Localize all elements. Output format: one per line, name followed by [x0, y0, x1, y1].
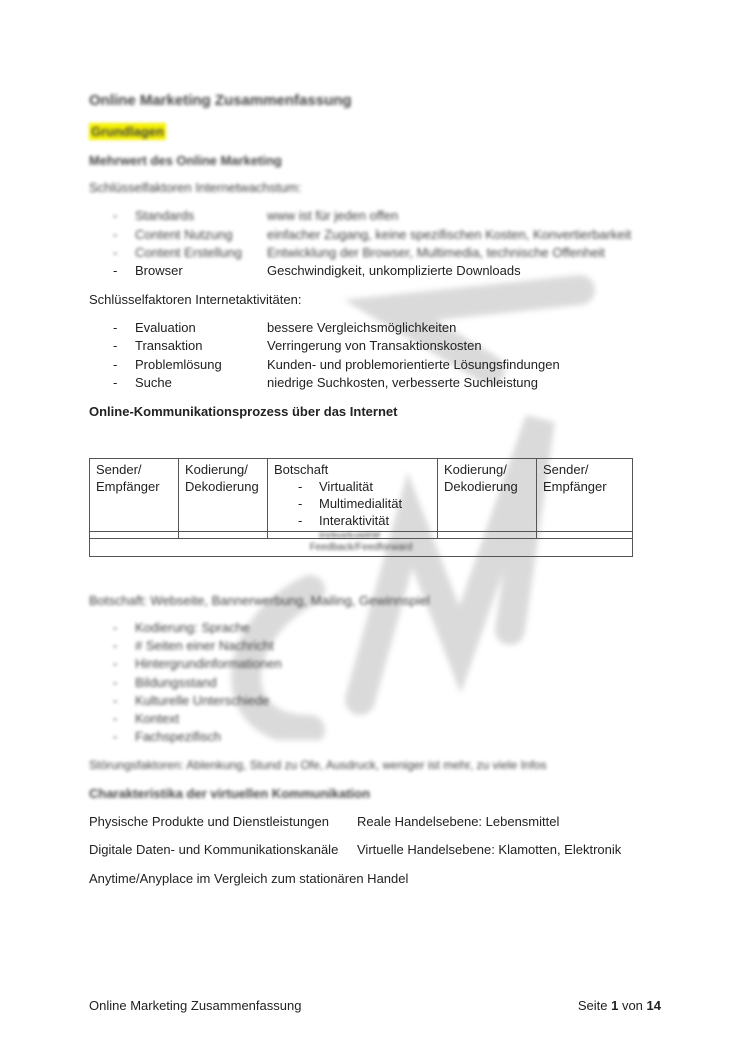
list-item-term: Browser	[135, 263, 183, 278]
list-item: - Multimedialität	[274, 495, 431, 512]
list-item-term: Transaktion	[135, 338, 203, 353]
table-row	[90, 459, 633, 532]
list-item-desc: www ist für jeden offen	[267, 208, 399, 223]
list-item-term: Standards	[135, 208, 195, 223]
list-item-term: Evaluation	[135, 320, 196, 335]
stoerungsfaktoren-text: Störungsfaktoren: Ablenkung, Stund zu Ofe, Ausdruck, weniger ist mehr, zu viele Infos	[89, 758, 547, 772]
footer-page-number: Seite 1 von 14	[577, 998, 661, 1013]
table-cell-kodierung: Kodierung/ Dekodierung	[179, 459, 268, 532]
list-item: Kulturelle Unterschiede	[135, 693, 270, 708]
table-cell-feedback: Feedback/Feedforward	[90, 539, 633, 557]
table-row	[90, 539, 633, 557]
compare-left-1: Physische Produkte und Dienstleistungen	[89, 814, 329, 829]
kommunikation-heading: Online-Kommunikationsprozess über das Internet	[89, 404, 398, 419]
list-dash: -	[113, 693, 118, 708]
compare-left-2: Digitale Daten- und Kommunikationskanäle	[89, 842, 339, 857]
charakteristika-heading: Charakteristika der virtuellen Kommunikation	[89, 786, 371, 801]
list-item: Hintergrundinformationen	[135, 656, 282, 671]
list-dash: -	[113, 338, 118, 353]
internetwachstum-heading: Schlüsselfaktoren Internetwachstum:	[89, 180, 302, 195]
list-item-desc: einfacher Zugang, keine spezifischen Kosten, Konvertierbarkeit	[267, 227, 632, 242]
list-item-term: Suche	[135, 375, 172, 390]
compare-right-1: Reale Handelsebene: Lebensmittel	[357, 814, 560, 829]
list-dash: -	[113, 656, 118, 671]
botschaft-title: Botschaft	[274, 462, 329, 477]
table-cell-individualitaet: Individualität	[268, 532, 438, 539]
list-item-term: Content Nutzung	[135, 227, 233, 242]
list-dash: -	[113, 675, 118, 690]
list-dash: -	[113, 320, 118, 335]
list-item: Kodierung: Sprache	[135, 620, 250, 635]
anytime-text: Anytime/Anyplace im Vergleich zum stationären Handel	[89, 871, 409, 886]
botschaft-heading: Botschaft: Webseite, Bannerwerbung, Mailing, Gewinnspiel	[89, 593, 430, 608]
table-cell-empfaenger: Sender/ Empfänger	[537, 459, 633, 532]
list-item: Kontext	[135, 711, 180, 726]
table-cell-botschaft	[268, 459, 438, 532]
internetaktivitaeten-heading: Schlüsselfaktoren Internetaktivitäten:	[89, 292, 302, 307]
list-item-desc: Entwicklung der Browser, Multimedia, technische Offenheit	[267, 245, 605, 260]
subsection-heading-mehrwert: Mehrwert des Online Marketing	[89, 153, 282, 168]
list-item-desc: Verringerung von Transaktionskosten	[267, 338, 482, 353]
table-row	[90, 532, 633, 539]
list-item-desc: niedrige Suchkosten, verbesserte Suchleistung	[267, 375, 538, 390]
table-cell-sender: Sender/ Empfänger	[90, 459, 179, 532]
list-item-term: Content Erstellung	[135, 245, 242, 260]
list-item-desc: Kunden- und problemorientierte Lösungsfindungen	[267, 357, 560, 372]
list-item: Fachspezifisch	[135, 729, 221, 744]
list-item-term: Problemlösung	[135, 357, 222, 372]
list-dash: -	[113, 711, 118, 726]
list-item: - Interaktivität	[274, 512, 431, 529]
list-dash: -	[113, 263, 118, 278]
list-dash: -	[113, 208, 118, 223]
kommunikation-table	[89, 458, 633, 557]
list-dash: -	[113, 638, 118, 653]
list-dash: -	[113, 227, 118, 242]
list-dash: -	[113, 375, 118, 390]
list-item: # Seiten einer Nachricht	[135, 638, 274, 653]
list-item: - Virtualität	[274, 478, 431, 495]
list-item-desc: bessere Vergleichsmöglichkeiten	[267, 320, 457, 335]
section-heading-grundlagen: Grundlagen	[91, 124, 164, 139]
botschaft-list	[274, 478, 431, 529]
list-dash: -	[113, 729, 118, 744]
compare-right-2: Virtuelle Handelsebene: Klamotten, Elektronik	[357, 842, 622, 857]
list-dash: -	[113, 620, 118, 635]
table-cell-dekodierung: Kodierung/ Dekodierung	[438, 459, 537, 532]
list-item: Bildungsstand	[135, 675, 217, 690]
list-dash: -	[113, 357, 118, 372]
footer-title: Online Marketing Zusammenfassung	[89, 998, 302, 1013]
list-dash: -	[113, 245, 118, 260]
document-title: Online Marketing Zusammenfassung	[89, 92, 352, 109]
list-item-desc: Geschwindigkeit, unkomplizierte Downloads	[267, 263, 521, 278]
